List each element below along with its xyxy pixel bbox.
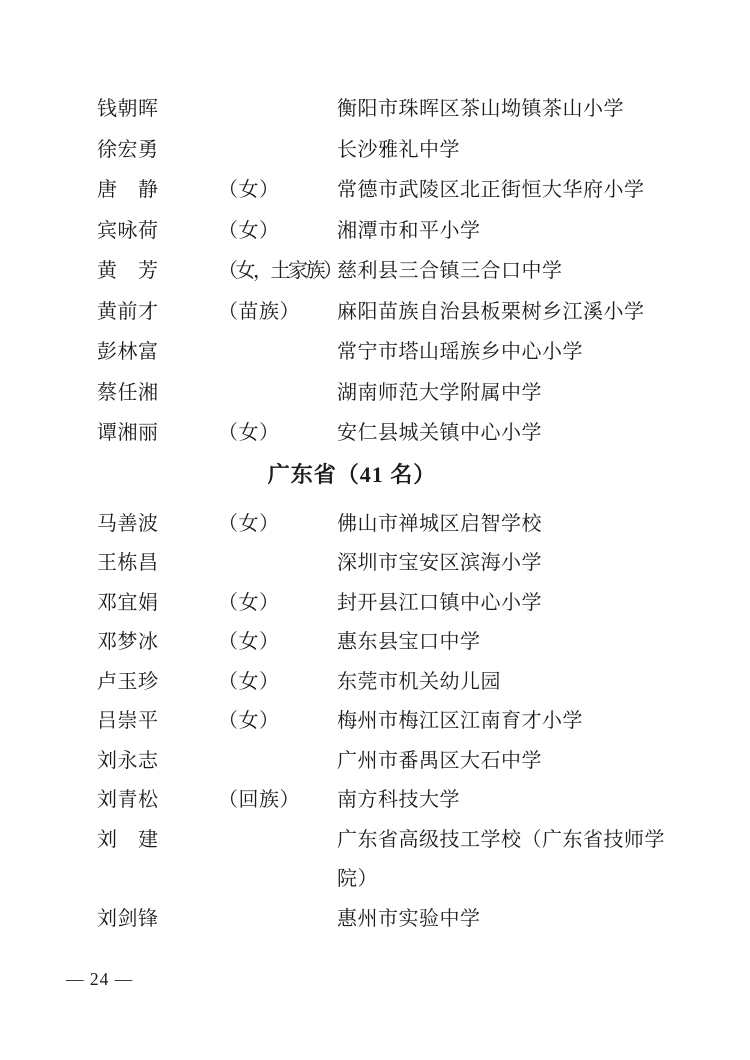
recipient-row bbox=[97, 170, 750, 211]
gender-ethnicity-note bbox=[218, 130, 337, 171]
gender-ethnicity-note bbox=[218, 332, 337, 373]
recipient-name: 卢玉珍 bbox=[97, 670, 159, 693]
school-name: 广州市番禺区大石中学 bbox=[337, 749, 542, 772]
school-name: 广东省高级技工学校（广东省技师学院） bbox=[337, 828, 665, 890]
recipient-row bbox=[97, 373, 750, 414]
recipient-name: 马善波 bbox=[97, 512, 159, 535]
school-name: 东莞市机关幼儿园 bbox=[337, 670, 501, 693]
recipient-name: 黄前才 bbox=[97, 300, 159, 323]
province-section bbox=[0, 89, 750, 454]
school-name: 常宁市塔山瑶族乡中心小学 bbox=[337, 341, 583, 363]
page-number: — 24 — bbox=[66, 969, 134, 989]
gender-ethnicity-note bbox=[218, 742, 337, 782]
school-name: 慈利县三合镇三合口中学 bbox=[337, 260, 563, 282]
recipient-row bbox=[97, 413, 750, 454]
province-section bbox=[0, 460, 750, 940]
recipient-row bbox=[97, 292, 750, 333]
recipient-name: 刘永志 bbox=[97, 749, 159, 772]
school-name: 佛山市禅城区启智学校 bbox=[337, 512, 542, 535]
recipient-name: 刘青松 bbox=[97, 789, 159, 811]
gender-ethnicity-note: （女） bbox=[218, 670, 280, 693]
school-name: 长沙雅礼中学 bbox=[337, 138, 460, 161]
recipient-row bbox=[97, 821, 750, 900]
recipient-name: 刘 建 bbox=[97, 828, 159, 851]
recipient-name: 邓宜娟 bbox=[97, 591, 159, 614]
school-name: 衡阳市珠晖区茶山坳镇茶山小学 bbox=[337, 98, 624, 120]
gender-ethnicity-note: （女） bbox=[218, 219, 280, 242]
section-heading: 广东省（41 名） bbox=[267, 461, 437, 487]
recipient-row bbox=[97, 663, 750, 703]
gender-ethnicity-note: （回族） bbox=[218, 789, 300, 811]
recipient-row bbox=[97, 781, 750, 821]
recipient-name: 彭林富 bbox=[97, 341, 159, 363]
gender-ethnicity-note: （苗族） bbox=[218, 300, 300, 323]
recipient-name: 黄 芳 bbox=[97, 260, 159, 282]
school-name: 安仁县城关镇中心小学 bbox=[337, 422, 542, 444]
recipient-row bbox=[97, 623, 750, 663]
recipient-row bbox=[97, 251, 750, 292]
school-name: 南方科技大学 bbox=[337, 789, 460, 811]
school-name: 麻阳苗族自治县板栗树乡江溪小学 bbox=[337, 300, 645, 323]
gender-ethnicity-note: （女，土家族） bbox=[218, 260, 341, 282]
recipient-row bbox=[97, 584, 750, 624]
section-rows bbox=[0, 89, 750, 454]
recipient-row bbox=[97, 900, 750, 940]
gender-ethnicity-note bbox=[218, 373, 337, 414]
recipient-name: 刘剑锋 bbox=[97, 907, 159, 930]
recipient-row bbox=[97, 505, 750, 545]
recipient-row bbox=[97, 332, 750, 373]
recipient-row bbox=[97, 130, 750, 171]
recipient-row bbox=[97, 89, 750, 130]
school-name: 湖南师范大学附属中学 bbox=[337, 381, 542, 404]
gender-ethnicity-note: （女） bbox=[218, 422, 280, 444]
recipient-name: 吕崇平 bbox=[97, 710, 159, 732]
recipient-name: 谭湘丽 bbox=[97, 422, 159, 444]
gender-ethnicity-note bbox=[218, 544, 337, 584]
school-name: 常德市武陵区北正街恒大华府小学 bbox=[337, 179, 645, 201]
recipient-name: 邓梦冰 bbox=[97, 631, 159, 653]
school-name: 湘潭市和平小学 bbox=[337, 219, 481, 242]
recipient-row bbox=[97, 544, 750, 584]
recipient-name: 钱朝晖 bbox=[97, 98, 159, 120]
school-name: 惠东县宝口中学 bbox=[337, 631, 481, 653]
gender-ethnicity-note bbox=[218, 900, 337, 940]
gender-ethnicity-note: （女） bbox=[218, 512, 280, 535]
gender-ethnicity-note bbox=[218, 89, 337, 130]
recipient-row bbox=[97, 702, 750, 742]
school-name: 深圳市宝安区滨海小学 bbox=[337, 552, 542, 574]
recipient-row bbox=[97, 211, 750, 252]
school-name: 惠州市实验中学 bbox=[337, 907, 481, 930]
gender-ethnicity-note: （女） bbox=[218, 591, 280, 614]
gender-ethnicity-note bbox=[218, 821, 337, 900]
gender-ethnicity-note: （女） bbox=[218, 179, 280, 201]
recipient-name: 唐 静 bbox=[97, 179, 159, 201]
section-rows bbox=[0, 505, 750, 940]
school-name: 梅州市梅江区江南育才小学 bbox=[337, 710, 583, 732]
gender-ethnicity-note: （女） bbox=[218, 631, 280, 653]
recipient-row bbox=[97, 742, 750, 782]
gender-ethnicity-note: （女） bbox=[218, 710, 280, 732]
recipient-name: 王栋昌 bbox=[97, 552, 159, 574]
recipient-name: 徐宏勇 bbox=[97, 138, 159, 161]
recipient-name: 蔡任湘 bbox=[97, 381, 159, 404]
school-name: 封开县江口镇中心小学 bbox=[337, 591, 542, 614]
recipient-name: 宾咏荷 bbox=[97, 219, 159, 242]
